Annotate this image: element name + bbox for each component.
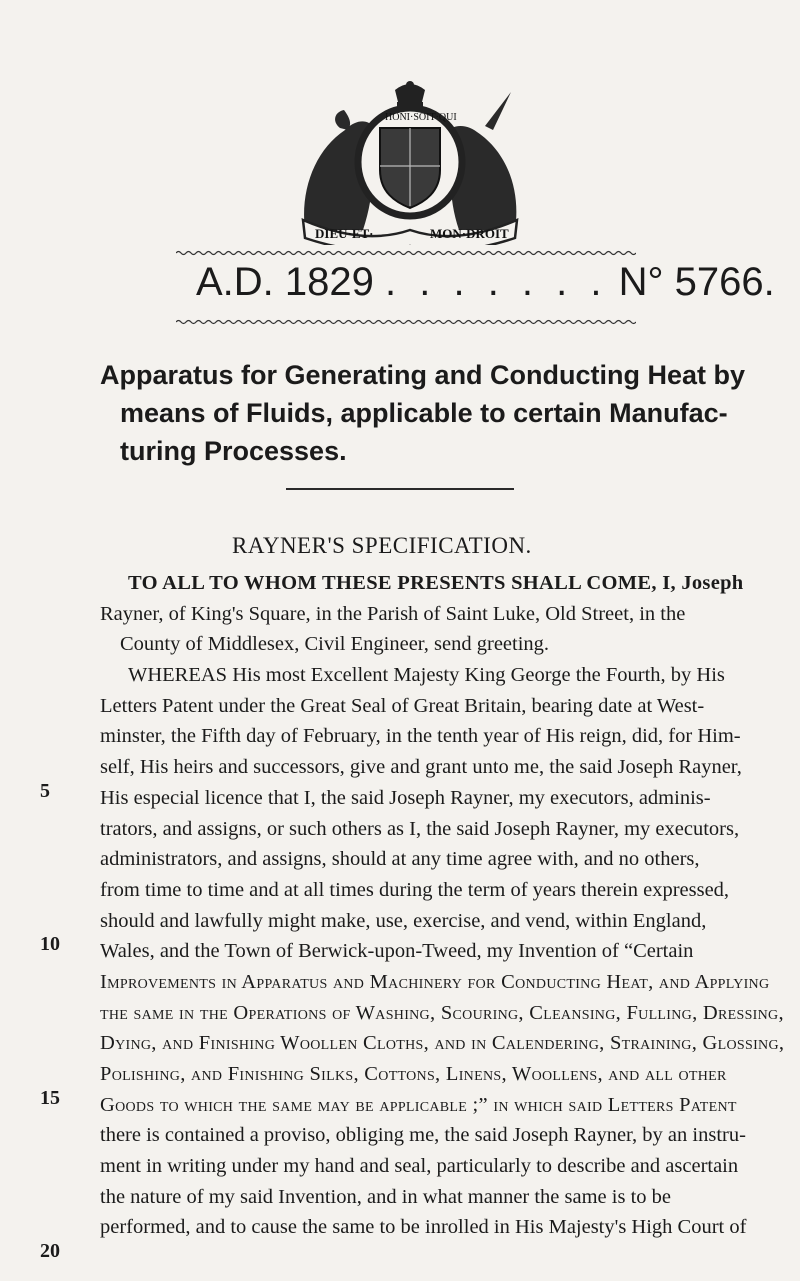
body-line: WHEREAS His most Excellent Majesty King George the Fourth, by His xyxy=(128,664,725,687)
motto-right: MON·DROIT xyxy=(430,226,509,241)
patent-year: A.D. 1829 xyxy=(196,260,374,304)
line-number: 20 xyxy=(40,1240,60,1262)
motto-left: DIEU·ET· xyxy=(315,226,374,241)
body-line: TO ALL TO WHOM THESE PRESENTS SHALL COME, I, Joseph xyxy=(128,572,744,594)
wavy-rule-bottom xyxy=(176,317,636,327)
body-line: Improvements in Apparatus and Machinery for Conducting Heat, and Applying xyxy=(100,970,770,993)
body-line: minster, the Fifth day of February, in the tenth year of His reign, did, for Him- xyxy=(100,725,741,748)
body-line: the same in the Operations of Washing, Scouring, Cleansing, Fulling, Dressing, xyxy=(100,1001,784,1024)
body-line: trators, and assigns, or such others as I, the said Joseph Rayner, my executors, xyxy=(100,817,740,840)
body-line: there is contained a proviso, obliging me, the said Joseph Rayner, by an instru- xyxy=(100,1124,746,1147)
title-divider xyxy=(286,488,514,490)
patent-number: N° 5766. xyxy=(618,260,775,304)
patent-number-line xyxy=(196,260,775,305)
title-line: Apparatus for Generating and Conducting Heat by xyxy=(100,360,746,390)
body-line: Letters Patent under the Great Seal of Great Britain, bearing date at West- xyxy=(100,694,705,717)
body-line: Polishing, and Finishing Silks, Cottons, Linens, Woollens, and all other xyxy=(100,1063,727,1085)
garter-motto: HONI·SOIT·QUI xyxy=(385,112,457,123)
specification-body xyxy=(100,568,785,1243)
line-number: 15 xyxy=(40,1087,60,1109)
title-line: means of Fluids, applicable to certain Manufac- xyxy=(120,398,728,428)
body-line: Dying, and Finishing Woollen Cloths, and in Calendering, Straining, Glossing, xyxy=(100,1032,785,1055)
body-line: performed, and to cause the same to be inrolled in His Majesty's High Court of xyxy=(100,1216,747,1239)
line-number: 5 xyxy=(40,780,50,802)
royal-coat-of-arms xyxy=(285,80,535,245)
wavy-rule-top xyxy=(176,248,636,258)
line-number: 10 xyxy=(40,933,60,955)
body-line: Wales, and the Town of Berwick-upon-Tweed, my Invention of “Certain xyxy=(100,940,694,963)
body-line: His especial licence that I, the said Joseph Rayner, my executors, adminis- xyxy=(100,786,711,809)
body-line: County of Middlesex, Civil Engineer, send greeting. xyxy=(120,633,550,656)
body-line: ment in writing under my hand and seal, particularly to describe and ascertain xyxy=(100,1155,739,1178)
body-line: Rayner, of King's Square, in the Parish of Saint Luke, Old Street, in the xyxy=(100,602,686,625)
body-line: self, His heirs and successors, give and grant unto me, the said Joseph Rayner, xyxy=(100,756,742,779)
body-line: the nature of my said Invention, and in what manner the same is to be xyxy=(100,1185,671,1208)
body-line: should and lawfully might make, use, exercise, and vend, within England, xyxy=(100,909,707,932)
title-line: turing Processes. xyxy=(120,436,347,466)
body-line: Goods to which the same may be applicable ;” in which said Letters Patent xyxy=(100,1093,737,1116)
body-line: administrators, and assigns, should at any time agree with, and no others, xyxy=(100,848,700,871)
specification-heading: RAYNER'S SPECIFICATION. xyxy=(232,533,532,558)
patent-title xyxy=(100,356,746,470)
leader-dots: . . . . . . . xyxy=(385,260,608,304)
body-line: from time to time and at all times during the term of years therein expressed, xyxy=(100,878,730,901)
